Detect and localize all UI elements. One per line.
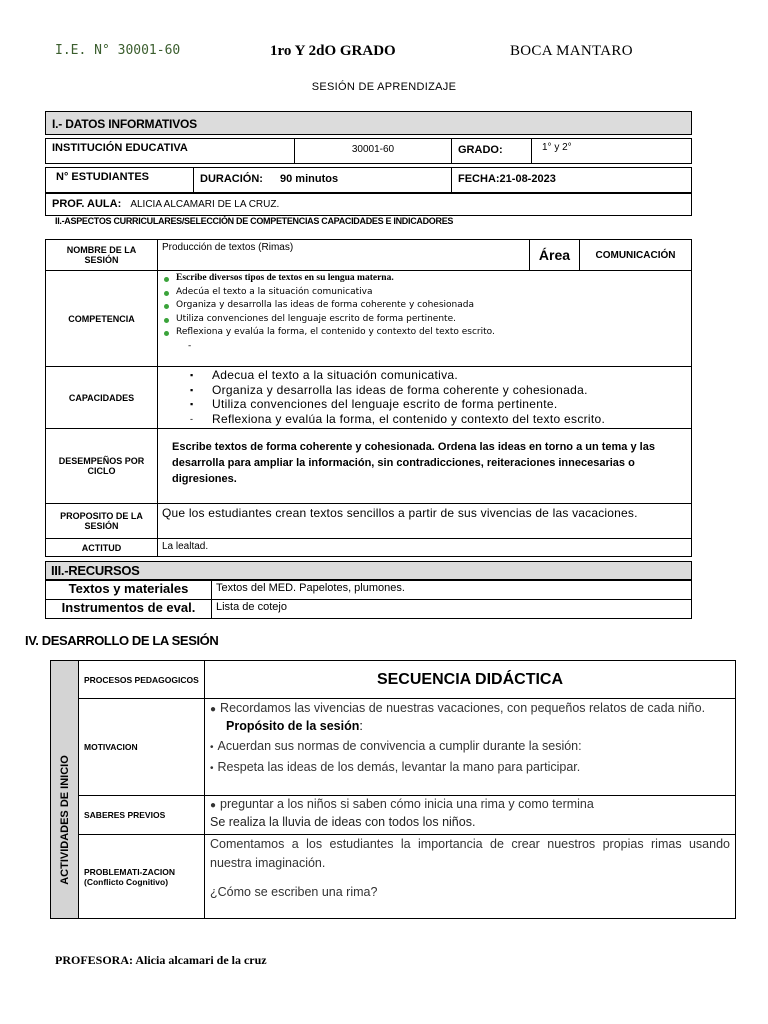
capacidades-label: CAPACIDADES (46, 367, 158, 429)
secuencia-title: SECUENCIA DIDÁCTICA (205, 661, 736, 699)
instrumentos-value: Lista de cotejo (212, 600, 692, 619)
list-item: Utiliza convenciones del lenguaje escrito de forma pertinente. (162, 313, 687, 327)
aspectos-section-title: II.-ASPECTOS CURRICULARES/SELECCIÓN DE COMPETENCIAS CAPACIDADES E INDICADORES (55, 216, 454, 226)
aspectos-table (45, 239, 692, 557)
problematizacion-line-1: Comentamos a los estudiantes la importancia de crear nuestros propias rimas usando nuestra imaginación. (210, 837, 730, 870)
actitud-label: ACTITUD (46, 539, 158, 557)
proposito-value: Que los estudiantes crean textos sencillos a partir de sus vivencias de las vacaciones. (158, 504, 692, 539)
grado-label: GRADO: (452, 139, 532, 164)
motivacion-proposito: Propósito de la sesión (226, 719, 360, 733)
textos-label: Textos y materiales (46, 581, 212, 600)
motivacion-content: ● Recordamos las vivencias de nuestras vacaciones, con pequeños relatos de cada niño. Propósito de la sesión: • Acuerdan sus normas de convivencia a cumplir durante la sesión: • Respeta las ideas de los demás, levantar la mano para participar. (205, 699, 736, 796)
motivacion-line-3: Respeta las ideas de los demás, levantar la mano para participar. (217, 760, 581, 774)
datos-section-title: I.- DATOS INFORMATIVOS (45, 111, 692, 135)
desarrollo-section-title: IV. DESARROLLO DE LA SESIÓN (25, 633, 219, 648)
duracion-value: 90 minutos (280, 173, 339, 185)
problematizacion-sublabel: (Conflicto Cognitivo) (84, 876, 169, 887)
capacidades-list (162, 368, 687, 426)
list-item: ▪ Organiza y desarrolla las ideas de forma coherente y cohesionada. (190, 382, 588, 397)
duracion-label: DURACIÓN: (200, 173, 263, 185)
institucion-label: INSTITUCIÓN EDUCATIVA (46, 139, 295, 164)
list-item: Organiza y desarrolla las ideas de forma coherente y cohesionada (162, 299, 687, 313)
nombre-sesion-value: Producción de textos (Rimas) (158, 240, 530, 271)
prof-value: ALICIA ALCAMARI DE LA CRUZ. (130, 199, 280, 210)
list-item-dash: - (188, 340, 192, 351)
motivacion-line-2: Acuerdan sus normas de convivencia a cumplir durante la sesión: (217, 739, 582, 753)
actitud-value: La lealtad. (158, 539, 692, 557)
area-label: Área (530, 240, 580, 271)
datos-table (45, 138, 692, 164)
problematizacion-line-2: ¿Cómo se escriben una rima? (210, 885, 378, 899)
problematizacion-content (205, 835, 736, 919)
datos-table-2 (45, 167, 692, 193)
profesora-signature: PROFESORA: Alicia alcamari de la cruz (55, 953, 267, 967)
area-value: COMUNICACIÓN (580, 240, 692, 271)
actividades-inicio-column (51, 661, 79, 919)
recursos-table (45, 580, 692, 619)
motivacion-line-1: Recordamos las vivencias de nuestras vacaciones, con pequeños relatos de cada niño. (220, 701, 706, 715)
prof-label: PROF. AULA: (52, 198, 122, 210)
procesos-label: PROCESOS PEDAGOGICOS (79, 661, 205, 699)
list-item: ▪ Adecua el texto a la situación comunicativa. (190, 368, 458, 382)
textos-value: Textos del MED. Papelotes, plumones. (212, 581, 692, 600)
problematizacion-label: PROBLEMATI-ZACION (84, 866, 175, 877)
desempenos-value: Escribe textos de forma coherente y cohesionada. Ordena las ideas en torno a un tema y las desarrolla para ampliar la información, sin contradicciones, reiteraciones innecesarias o digresiones. (158, 429, 692, 504)
actividades-inicio-label: ACTIVIDADES DE INICIO (58, 755, 71, 886)
grade-heading: 1ro Y 2dO GRADO (270, 43, 396, 59)
desempenos-label: DESEMPEÑOS POR CICLO (46, 429, 158, 504)
list-item: Reflexiona y evalúa la forma, el contenido y contexto del texto escrito. (162, 326, 687, 340)
saberes-label: SABERES PREVIOS (79, 796, 205, 835)
nombre-sesion-label: NOMBRE DE LA SESIÓN (46, 240, 158, 271)
estudiantes-label: N° ESTUDIANTES (46, 168, 194, 193)
list-item: Adecúa el texto a la situación comunicativa (162, 286, 687, 300)
recursos-section-title: III.-RECURSOS (45, 561, 692, 580)
competencia-label: COMPETENCIA (46, 271, 158, 367)
institucion-value: 30001-60 (295, 139, 452, 164)
saberes-line-1: preguntar a los niños si saben cómo inicia una rima y como termina (220, 797, 594, 811)
motivacion-label: MOTIVACION (79, 699, 205, 796)
instrumentos-label: Instrumentos de eval. (46, 600, 212, 619)
secuencia-table (50, 660, 736, 919)
proposito-label: PROPOSITO DE LA SESIÓN (46, 504, 158, 539)
competencia-list (162, 272, 687, 353)
saberes-content: ● preguntar a los niños si saben cómo inicia una rima y como termina Se realiza la lluvia de ideas con todos los niños. (205, 796, 736, 835)
datos-informativos-section (45, 111, 692, 216)
datos-table-3 (45, 193, 692, 216)
place-heading: BOCA MANTARO (510, 43, 633, 59)
fecha-value: FECHA:21-08-2023 (452, 168, 692, 193)
grado-value: 1° y 2° (532, 139, 692, 164)
school-code: I.E. N° 30001-60 (55, 43, 181, 58)
saberes-line-2: Se realiza la lluvia de ideas con todos los niños. (210, 815, 476, 829)
list-item: Escribe diversos tipos de textos en su lengua materna. (162, 272, 687, 286)
document-title: SESIÓN DE APRENDIZAJE (311, 81, 457, 93)
list-item: ▪ Utiliza convenciones del lenguaje escrito de forma pertinente. (190, 397, 558, 411)
list-item: - Reflexiona y evalúa la forma, el contenido y contexto del texto escrito. (190, 411, 606, 426)
